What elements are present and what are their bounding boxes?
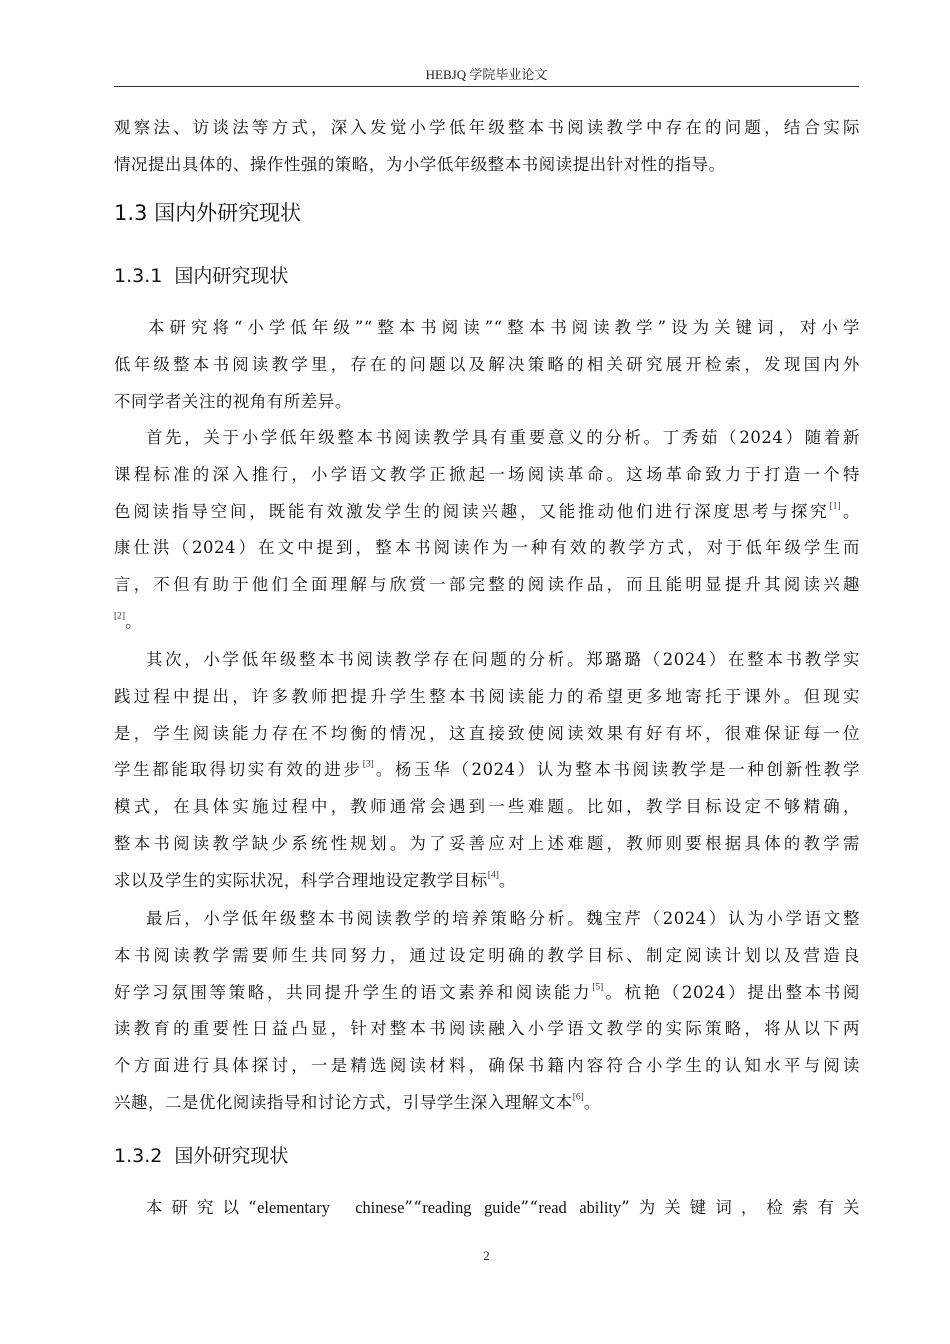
paragraph-line: 低年级整本书阅读教学里，存在的问题以及解决策略的相关研究展开检索，发现国内外 [114, 354, 860, 374]
section-number: 1.3.2 [114, 1145, 163, 1167]
paragraph-line: 整本书阅读教学缺少系统性规划。为了妥善应对上述难题，教师则要根据具体的教学需 [114, 833, 860, 853]
paragraph-line: 践过程中提出，许多教师把提升学生整本书阅读能力的希望更多地寄托于课外。但现实 [114, 686, 860, 706]
line-text: 。 [583, 1092, 601, 1112]
paragraph-line: 康仕洪（2024）在文中提到，整本书阅读作为一种有效的教学方式，对于低年级学生而 [114, 538, 860, 558]
domestic-paragraph-3 [114, 642, 860, 900]
line-text: 。杨玉华（2024）认为整本书阅读教学是一种创新性教学 [373, 760, 860, 780]
paragraph-line: 本研究将“小学低年级”“整本书阅读”“整本书阅读教学”设为关键词，对小学 [148, 318, 860, 337]
paragraph-line: 是，学生阅读能力存在不均衡的情况，这直接致使阅读效果有好有坏，很难保证每一位 [114, 723, 860, 743]
section-heading-1-3-2 [114, 1142, 288, 1170]
line-text: ”“ [404, 1198, 423, 1217]
line-text: 。杭艳（2024）提出整本书阅 [603, 982, 861, 1002]
line-text: 。 [840, 501, 860, 521]
citation-2: [2] [114, 611, 126, 622]
section-heading-1-3: 1.3 国内外研究现状 [114, 201, 302, 225]
paragraph-line: 个方面进行具体探讨，一是精选阅读材料，确保书籍内容符合小学生的认知水平与阅读 [114, 1056, 860, 1076]
line-text: 本研究以“ [146, 1198, 258, 1217]
domestic-paragraph-1 [114, 310, 860, 420]
citation-4: [4] [487, 870, 499, 881]
line-text: 。 [498, 870, 516, 890]
intro-paragraph [114, 110, 860, 184]
section-heading-1-3-1 [114, 262, 288, 290]
line-text: 求以及学生的实际状况，科学合理地设定教学目标 [114, 870, 488, 890]
section-title: 国内研究现状 [174, 265, 289, 287]
paragraph-line: 本书阅读教学需要师生共同努力，通过设定明确的教学目标、制定阅读计划以及营造良 [114, 945, 860, 965]
line-text: ”为关键词，检索有关 [621, 1198, 860, 1217]
paragraph-line [114, 1190, 860, 1227]
paragraph-line [114, 975, 860, 1012]
foreign-paragraph-1 [114, 1190, 860, 1227]
paragraph-line: 首先，关于小学低年级整本书阅读教学具有重要意义的分析。丁秀茹（2024）随着新 [146, 428, 860, 447]
paragraph-line: 其次，小学低年级整本书阅读教学存在问题的分析。郑璐璐（2024）在整本书教学实 [146, 650, 860, 669]
paragraph-line: 不同学者关注的视角有所差异。 [114, 391, 352, 411]
line-text: 兴趣，二是优化阅读指导和讨论方式，引导学生深入理解文本 [114, 1092, 573, 1112]
citation-1: [1] [829, 501, 841, 512]
paragraph-line: 言，不但有助于他们全面理解与欣赏一部完整的阅读作品，而且能明显提升其阅读兴趣 [114, 575, 860, 595]
citation-3: [3] [362, 759, 374, 770]
keyword: elementary chinese [257, 1198, 405, 1217]
citation-5: [5] [592, 982, 604, 993]
paragraph-line [114, 752, 860, 789]
line-text: 。 [125, 611, 143, 631]
domestic-paragraph-4 [114, 901, 860, 1122]
page-number: 2 [483, 1248, 490, 1263]
line-text: 色阅读指导空间，既能有效激发学生的阅读兴趣，又能推动他们进行深度思考与探究 [114, 501, 830, 521]
line-text: 好学习氛围等策略，共同提升学生的语文素养和阅读能力 [114, 982, 593, 1002]
keyword: read ability [538, 1198, 622, 1217]
line-text: ”“ [520, 1198, 539, 1217]
paragraph-line [114, 494, 860, 531]
header-divider [114, 86, 859, 87]
section-title: 国外研究现状 [174, 1145, 289, 1167]
paragraph-line [114, 863, 860, 900]
paragraph-line: 情况提出具体的、操作性强的策略，为小学低年级整本书阅读提出针对性的指导。 [114, 154, 726, 174]
section-number: 1.3.1 [114, 265, 163, 287]
domestic-paragraph-2 [114, 420, 860, 641]
citation-6: [6] [572, 1092, 584, 1103]
page-header: HEBJQ 学院毕业论文 [425, 67, 548, 82]
paragraph-line: 模式，在具体实施过程中，教师通常会遇到一些难题。比如，教学目标设定不够精确， [114, 797, 860, 817]
paragraph-line: 课程标准的深入推行，小学语文教学正掀起一场阅读革命。这场革命致力于打造一个特 [114, 464, 860, 484]
paragraph-line [114, 1085, 860, 1122]
paragraph-line [114, 604, 860, 641]
keyword: reading guide [422, 1198, 521, 1217]
paragraph-line: 最后，小学低年级整本书阅读教学的培养策略分析。魏宝芹（2024）认为小学语文整 [146, 909, 860, 928]
paragraph-line: 读教育的重要性日益凸显，针对整本书阅读融入小学语文教学的实际策略，将从以下两 [114, 1019, 860, 1039]
line-text: 学生都能取得切实有效的进步 [114, 760, 363, 780]
paragraph-line: 观察法、访谈法等方式，深入发觉小学低年级整本书阅读教学中存在的问题，结合实际 [114, 118, 860, 137]
